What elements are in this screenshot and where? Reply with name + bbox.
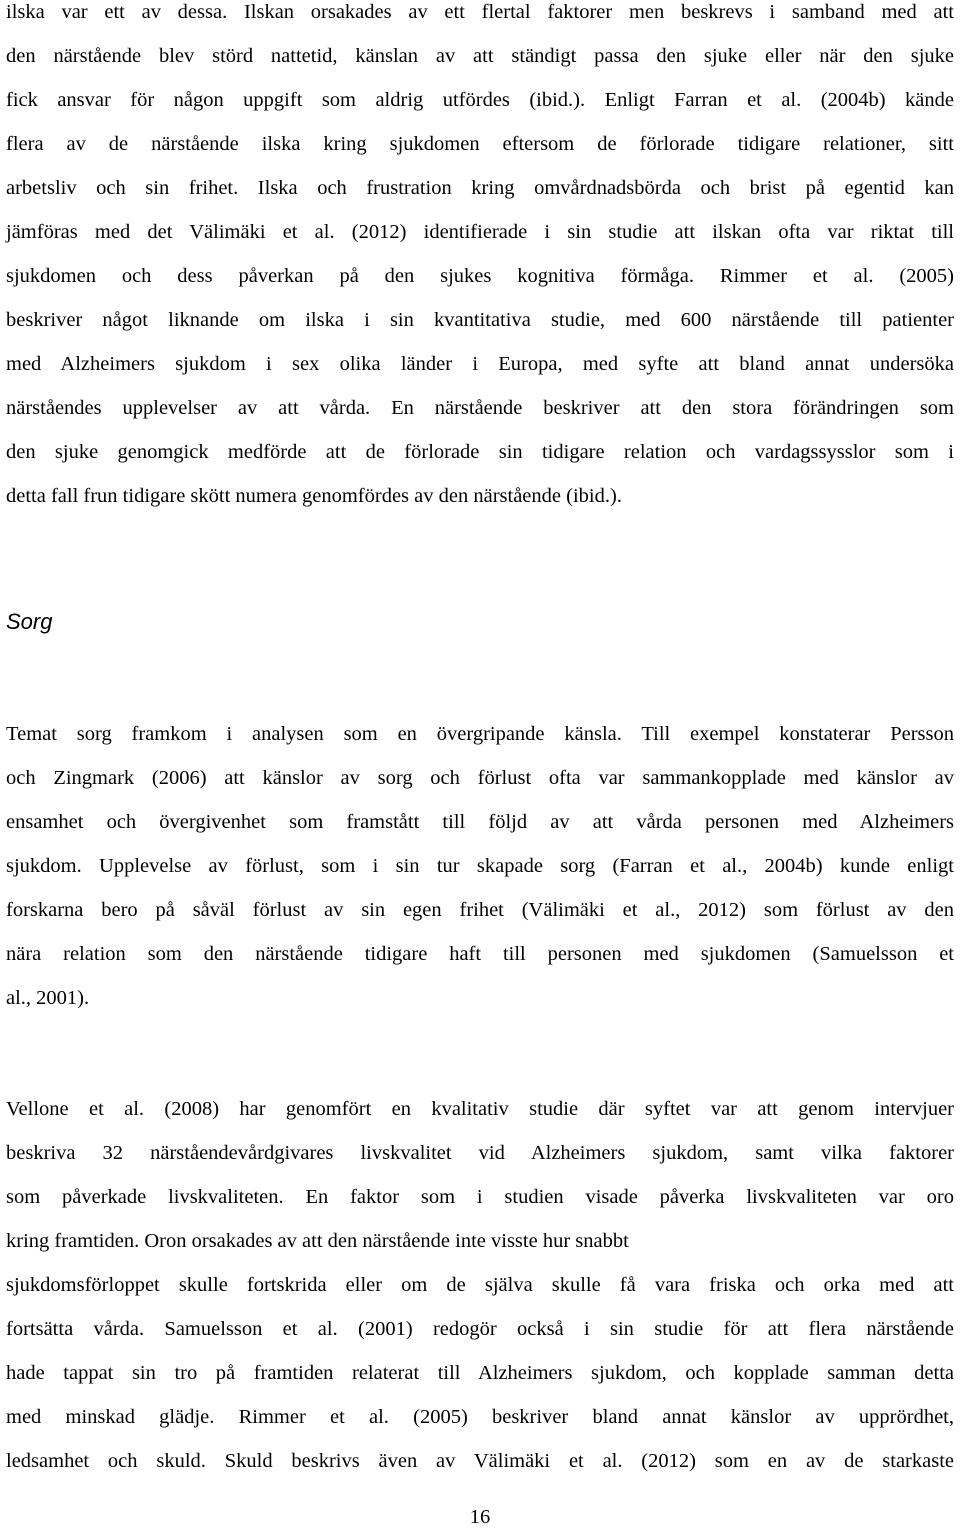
text-line: ledsamhet och skuld. Skuld beskrivs även av Välimäki et al. (2012) som en av de starkaste [6,1450,954,1472]
text-line: arbetsliv och sin frihet. Ilska och frustration kring omvårdnadsbörda och brist på egentid kan [6,177,954,199]
text-line: sjukdom. Upplevelse av förlust, som i sin tur skapade sorg (Farran et al., 2004b) kunde enligt [6,855,954,877]
text-line: beskriva 32 närståendevårdgivares livskvalitet vid Alzheimers sjukdom, samt vilka faktorer [6,1142,954,1164]
paragraph-sorg [6,712,954,1020]
text-line: den sjuke genomgick medförde att de förlorade sin tidigare relation och vardagssysslor som i [6,441,954,463]
text-line: sjukdomsförloppet skulle fortskrida eller om de själva skulle få vara friska och orka med att [6,1274,954,1296]
section-heading: Sorg [6,609,53,634]
text-line: ensamhet och övergivenhet som framstått till följd av att vårda personen med Alzheimers [6,811,954,833]
text-line: forskarna bero på såväl förlust av sin egen frihet (Välimäki et al., 2012) som förlust av den [6,899,954,921]
text-line: ilska var ett av dessa. Ilskan orsakades av ett flertal faktorer men beskrevs i samband med att [6,1,954,23]
text-line: den närstående blev störd nattetid, känslan av att ständigt passa den sjuke eller när den sjuke [6,45,954,67]
text-line: detta fall frun tidigare skött numera genomfördes av den närstående (ibid.). [6,485,622,507]
text-line: jämföras med det Välimäki et al. (2012) identifierade i sin studie att ilskan ofta var riktat till [6,221,954,243]
text-line: nära relation som den närstående tidigare haft till personen med sjukdomen (Samuelsson et [6,943,954,965]
text-line: flera av de närstående ilska kring sjukdomen eftersom de förlorade tidigare relationer, sitt [6,133,954,155]
page-number: 16 [469,1506,491,1528]
text-line: sjukdomen och dess påverkan på den sjukes kognitiva förmåga. Rimmer et al. (2005) [6,265,954,287]
text-line: Vellone et al. (2008) har genomfört en kvalitativ studie där syftet var att genom intervjuer [6,1098,954,1120]
text-line: fortsätta vårda. Samuelsson et al. (2001) redogör också i sin studie för att flera närstående [6,1318,954,1340]
text-line: hade tappat sin tro på framtiden relaterat till Alzheimers sjukdom, och kopplade samman detta [6,1362,954,1384]
text-line: närståendes upplevelser av att vårda. En närstående beskriver att den stora förändringen som [6,397,954,419]
text-line: med minskad glädje. Rimmer et al. (2005) beskriver bland annat känslor av upprördhet, [6,1406,954,1428]
text-line: al., 2001). [6,987,90,1009]
text-line: och Zingmark (2006) att känslor av sorg och förlust ofta var sammankopplade med känslor av [6,767,954,789]
text-line: med Alzheimers sjukdom i sex olika länder i Europa, med syfte att bland annat undersöka [6,353,954,375]
paragraph-future-worry [6,1087,954,1483]
paragraph-anger [6,0,954,518]
text-line: fick ansvar för någon uppgift som aldrig utfördes (ibid.). Enligt Farran et al. (2004b) kände [6,89,954,111]
text-line: Temat sorg framkom i analysen som en övergripande känsla. Till exempel konstaterar Persson [6,723,954,745]
document-page [6,0,954,1527]
text-line: som påverkade livskvaliteten. En faktor som i studien visade påverka livskvaliteten var oro [6,1186,954,1208]
text-line: kring framtiden. Oron orsakades av att den närstående inte visste hur snabbt [6,1230,629,1252]
text-line: beskriver något liknande om ilska i sin kvantitativa studie, med 600 närstående till patienter [6,309,954,331]
